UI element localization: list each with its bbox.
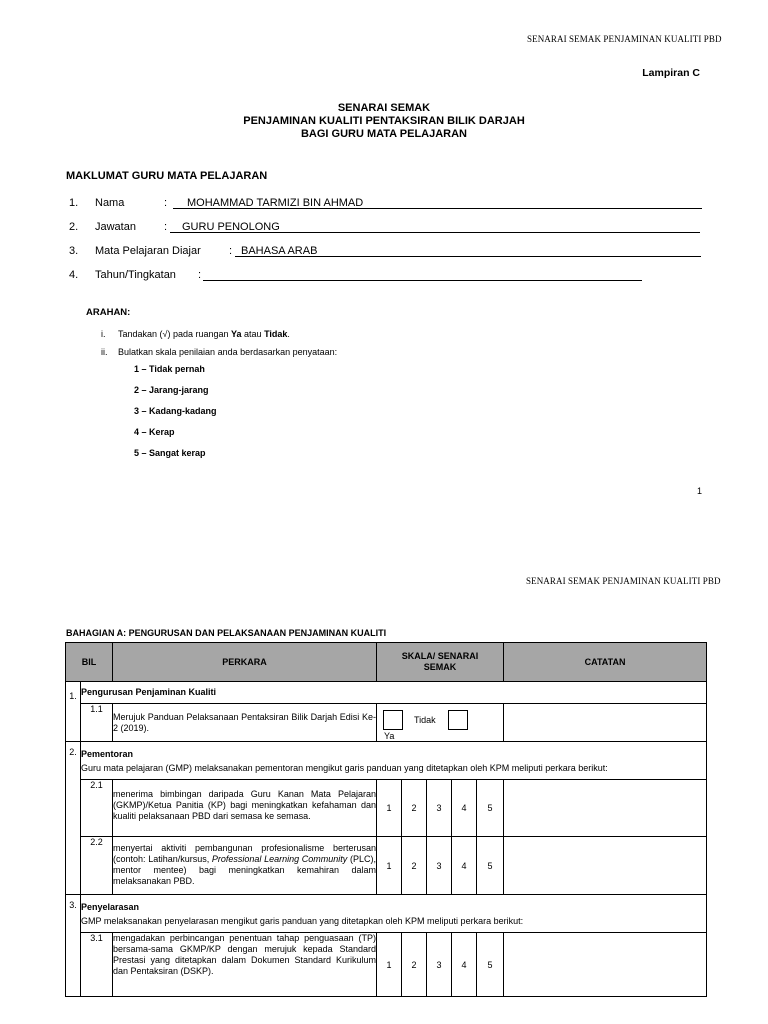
item-text: Merujuk Panduan Pelaksanaan Pentaksiran Bilik Darjah Edisi Ke-2 (2019).: [113, 704, 377, 742]
scale-option-4[interactable]: 4: [452, 933, 477, 997]
field-label-tahun: Tahun/Tingkatan: [95, 269, 176, 281]
ya-tidak-cell: [377, 704, 504, 742]
field-number: 1.: [69, 197, 79, 209]
header-catatan: CATATAN: [504, 643, 707, 682]
scale-option-4[interactable]: 4: [452, 837, 477, 895]
field-value-nama[interactable]: MOHAMMAD TARMIZI BIN AHMAD: [187, 197, 364, 209]
field-separator: :: [164, 197, 168, 209]
scale-item: 4 – Kerap: [134, 427, 175, 437]
scale-option-2[interactable]: 2: [402, 837, 427, 895]
item-number: 2.2: [81, 837, 113, 895]
scale-option-3[interactable]: 3: [427, 780, 452, 837]
scale-option-5[interactable]: 5: [477, 837, 504, 895]
section-number: 1.: [66, 682, 81, 742]
section-number: 2.: [66, 742, 81, 895]
item-text: mengadakan perbincangan penentuan tahap penguasaan (TP) bersama-sama GKMP/KP dengan merujuk kepada Standard Prestasi yang ditetapkan dalam Dokumen Standard Kurikulum dan Pentaksiran (DSKP).: [113, 933, 377, 997]
item-number: 1.1: [81, 704, 113, 742]
scale-item: 1 – Tidak pernah: [134, 364, 205, 374]
field-number: 4.: [69, 269, 79, 281]
catatan-cell[interactable]: [504, 704, 707, 742]
field-label-jawatan: Jawatan: [95, 221, 136, 233]
running-header: SENARAI SEMAK PENJAMINAN KUALITI PBD: [526, 576, 721, 586]
section-title-row: Penyelarasan: [81, 895, 707, 915]
catatan-cell[interactable]: [504, 933, 707, 997]
arahan-ii-text: Bulatkan skala penilaian anda berdasarkan penyataan:: [118, 347, 338, 357]
running-header: SENARAI SEMAK PENJAMINAN KUALITI PBD: [527, 34, 722, 44]
arahan-i-part: Tandakan (√) pada ruangan: [118, 329, 232, 339]
field-underline: [203, 280, 642, 281]
arahan-heading: ARAHAN:: [86, 307, 131, 318]
arahan-ya: Ya: [231, 329, 242, 339]
header-bil: BIL: [66, 643, 113, 682]
section-description: GMP melaksanakan penyelarasan mengikut garis panduan yang ditetapkan oleh KPM meliputi perkara berikut:: [81, 915, 707, 933]
item-text: menerima bimbingan daripada Guru Kanan Mata Pelajaran (GKMP)/Ketua Panitia (KP) bagi meningkatkan kefahaman dan kualiti pelaksanaan PBD dari semasa ke semasa.: [113, 780, 377, 837]
ya-checkbox[interactable]: [383, 710, 403, 730]
document-title: [0, 102, 768, 141]
arahan-end: .: [287, 329, 290, 339]
scale-item: 3 – Kadang-kadang: [134, 406, 217, 416]
field-value-mata-pelajaran[interactable]: BAHASA ARAB: [241, 245, 318, 257]
tidak-checkbox[interactable]: [448, 710, 468, 730]
header-perkara: PERKARA: [113, 643, 377, 682]
catatan-cell[interactable]: [504, 780, 707, 837]
field-value-jawatan[interactable]: GURU PENOLONG: [182, 221, 280, 233]
arahan-atau: atau: [241, 329, 265, 339]
item-text-part: menyertai aktiviti pembangunan profesionalisme berterusan (contoh: Latihan/kursus,: [113, 843, 376, 864]
field-number: 2.: [69, 221, 79, 233]
arahan-ii-num: ii.: [101, 347, 108, 357]
scale-item: 5 – Sangat kerap: [134, 448, 206, 458]
scale-option-5[interactable]: 5: [477, 780, 504, 837]
ya-label: Ya: [384, 731, 395, 741]
title-line-2: PENJAMINAN KUALITI PENTAKSIRAN BILIK DARJAH: [243, 115, 525, 127]
section-title: BAHAGIAN A: PENGURUSAN DAN PELAKSANAAN PENJAMINAN KUALITI: [66, 628, 387, 638]
info-heading: MAKLUMAT GURU MATA PELAJARAN: [66, 170, 268, 182]
header-skala-text: SKALA/ SENARAI SEMAK: [401, 651, 479, 672]
arahan-i-num: i.: [101, 329, 106, 339]
scale-option-3[interactable]: 3: [427, 837, 452, 895]
section-title-row: Pementoran: [81, 742, 707, 762]
title-line-1: SENARAI SEMAK: [337, 102, 431, 114]
section-description: Guru mata pelajaran (GMP) melaksanakan pementoran mengikut garis panduan yang ditetapkan oleh KPM meliputi perkara berikut:: [81, 762, 707, 780]
item-text-part: (PLC), mentor mentee) bagi meningkatkan kemahiran dalam melaksanakan PBD.: [113, 854, 376, 886]
field-label-mata-pelajaran: Mata Pelajaran Diajar: [95, 245, 201, 257]
header-skala: [377, 643, 504, 682]
scale-option-4[interactable]: 4: [452, 780, 477, 837]
page-number: 1: [697, 486, 703, 496]
scale-option-3[interactable]: 3: [427, 933, 452, 997]
section-title-row: Pengurusan Penjaminan Kualiti: [81, 682, 707, 704]
item-number: 2.1: [81, 780, 113, 837]
title-line-3: BAGI GURU MATA PELAJARAN: [300, 128, 467, 140]
arahan-tidak: Tidak: [264, 329, 288, 339]
checklist-table: [65, 642, 707, 997]
scale-item: 2 – Jarang-jarang: [134, 385, 209, 395]
field-number: 3.: [69, 245, 79, 257]
scale-option-2[interactable]: 2: [402, 933, 427, 997]
item-text-italic: Professional Learning Community: [211, 854, 348, 864]
field-separator: :: [198, 269, 202, 281]
catatan-cell[interactable]: [504, 837, 707, 895]
section-number: 3.: [66, 895, 81, 997]
scale-option-1[interactable]: 1: [377, 780, 402, 837]
scale-option-5[interactable]: 5: [477, 933, 504, 997]
tidak-label: Tidak: [414, 715, 436, 725]
lampiran-label: Lampiran C: [642, 67, 700, 79]
scale-option-2[interactable]: 2: [402, 780, 427, 837]
arahan-i-text: [118, 329, 290, 339]
scale-option-1[interactable]: 1: [377, 933, 402, 997]
field-separator: :: [164, 221, 168, 233]
item-text: [113, 837, 377, 895]
scale-option-1[interactable]: 1: [377, 837, 402, 895]
field-separator: :: [229, 245, 233, 257]
field-label-nama: Nama: [95, 197, 125, 209]
item-number: 3.1: [81, 933, 113, 997]
